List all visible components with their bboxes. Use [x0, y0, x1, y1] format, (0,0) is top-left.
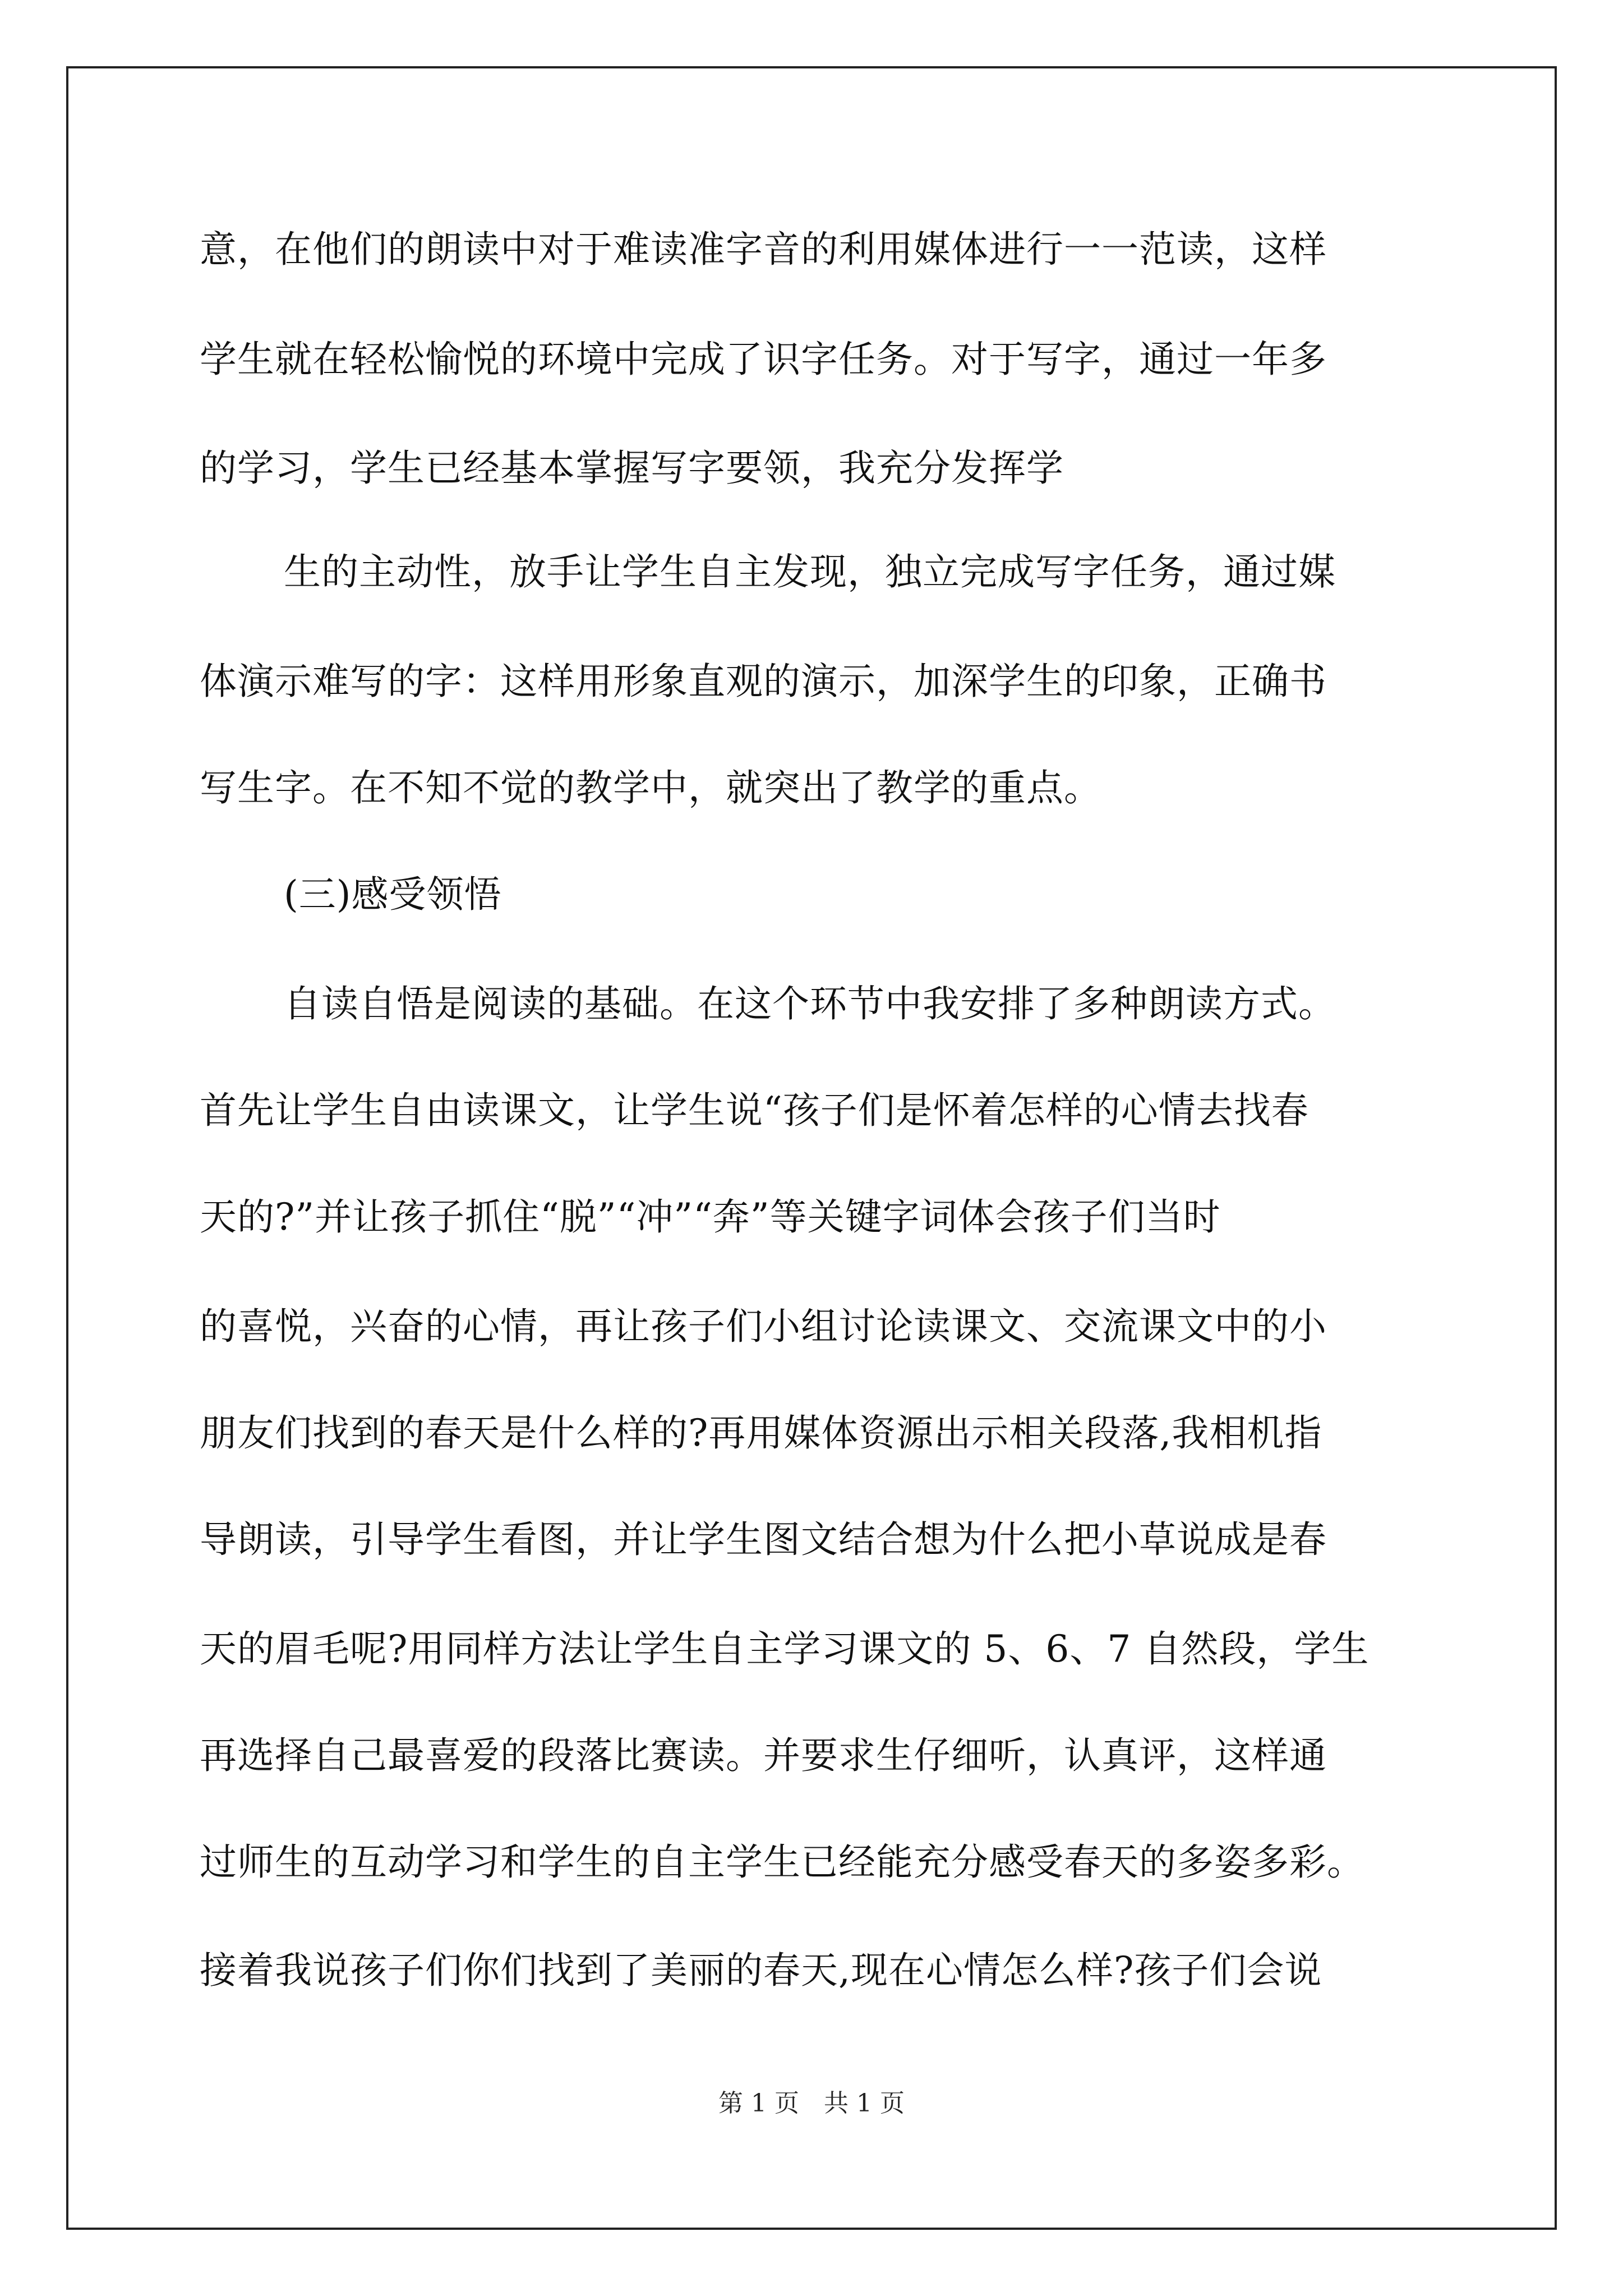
page-border — [66, 66, 1557, 2230]
text-line: 生的主动性，放手让学生自主发现，独立完成写字任务，通过媒 — [284, 550, 1336, 593]
page-number-footer: 第 1 页 共 1 页 — [718, 2089, 905, 2118]
text-line: 意，在他们的朗读中对于难读准字音的利用媒体进行一一范读，这样 — [200, 228, 1327, 271]
section-heading: (三)感受领悟 — [284, 873, 502, 916]
text-line: 天的?”并让孩子抓住“脱”“冲”“奔”等关键字词体会孩子们当时 — [200, 1195, 1221, 1239]
text-line: 体演示难写的字：这样用形象直观的演示，加深学生的印象，正确书 — [200, 660, 1327, 703]
text-line: 首先让学生自由读课文，让学生说“孩子们是怀着怎样的心情去找春 — [200, 1089, 1309, 1132]
text-line: 学生就在轻松愉悦的环境中完成了识字任务。对于写字，通过一年多 — [200, 338, 1327, 381]
text-line: 写生字。在不知不觉的教学中，就突出了教学的重点。 — [200, 766, 1101, 809]
text-line: 天的眉毛呢?用同样方法让学生自主学习课文的 5、6、7 自然段，学生 — [200, 1627, 1370, 1671]
text-line: 的学习，学生已经基本掌握写字要领，我充分发挥学 — [200, 447, 1064, 490]
text-line: 过师生的互动学习和学生的自主学生已经能充分感受春天的多姿多彩。 — [200, 1841, 1364, 1884]
text-line: 的喜悦，兴奋的心情，再让孩子们小组讨论读课文、交流课文中的小 — [200, 1305, 1327, 1348]
text-line: 导朗读，引导学生看图，并让学生图文结合想为什么把小草说成是春 — [200, 1518, 1327, 1561]
text-line: 再选择自己最喜爱的段落比赛读。并要求生仔细听，认真评，这样通 — [200, 1734, 1327, 1777]
text-line: 朋友们找到的春天是什么样的?再用媒体资源出示相关段落,我相机指 — [200, 1411, 1322, 1455]
text-line: 自读自悟是阅读的基础。在这个环节中我安排了多种朗读方式。 — [284, 982, 1336, 1025]
text-line: 接着我说孩子们你们找到了美丽的春天,现在心情怎么样?孩子们会说 — [200, 1949, 1322, 1992]
